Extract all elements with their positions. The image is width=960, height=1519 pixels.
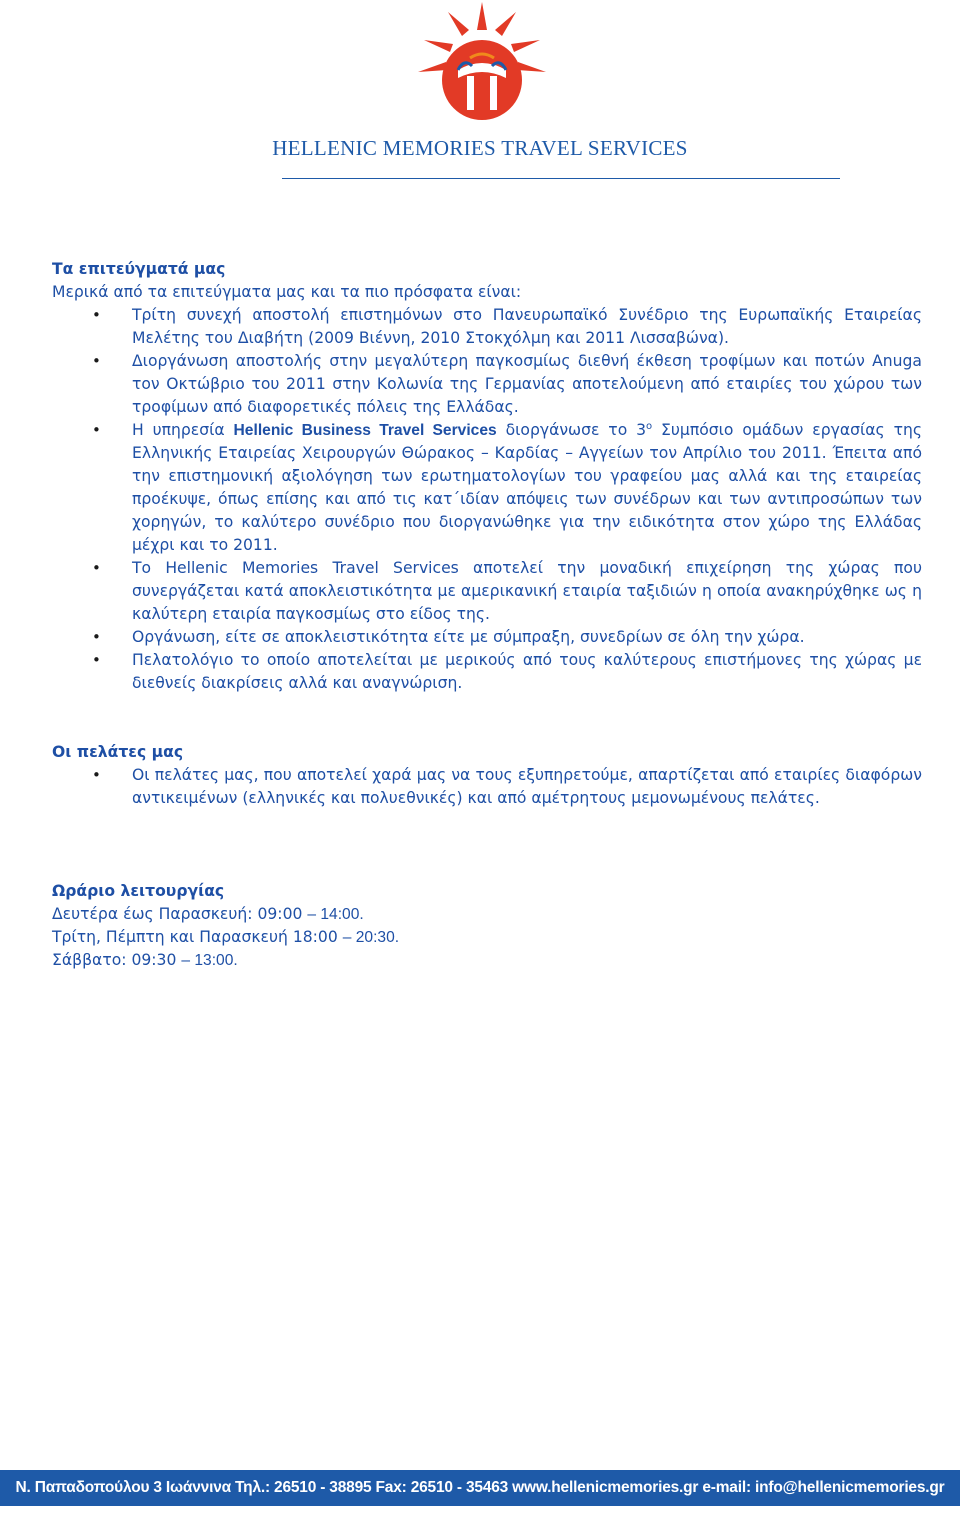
ordinal-suffix: ο xyxy=(646,420,653,432)
achievements-list xyxy=(52,304,922,695)
list-item: • Τρίτη συνεχή αποστολή επιστημόνων στο Πανευρωπαϊκό Συνέδριο της Ευρωπαϊκής Εταιρείας Μελέτης του Διαβήτη (2009 Βιέννη, 2010 Στοκχόλμη και 2011 Λισσαβώνα). xyxy=(52,304,922,350)
text-segment: – 14:00. xyxy=(307,906,364,923)
text-segment: Σάββατο: 09:30 xyxy=(52,951,182,969)
text-segment: Τρίτη, Πέμπτη και Παρασκευή 18:00 xyxy=(52,928,343,946)
company-name: HELLENIC MEMORIES TRAVEL SERVICES xyxy=(272,136,688,160)
text-segment: Συμπόσιο ομάδων εργασίας της Ελληνικής Εταιρείας Χειρουργών Θώρακος – Καρδίας – Αγγείων τον Απρίλιο του 2011. Έπειτα από την επιστημονική αξιολόγηση των ερωτηματολογίων του γραφείου μας αλλά και της εταιρείας προέκυψε, όπως επίσης και από τις κατ΄ιδίαν απόψεις των συνέδρων και των αντιπροσώπων των χορηγών, το καλύτερο συνέδριο που διοργανώθηκε για την ειδικότητα στον χώρο της Ελλάδας μέχρι και το 2011. xyxy=(132,421,922,554)
text-segment: Δευτέρα έως Παρασκευή: 09:00 xyxy=(52,905,308,923)
footer-contact-bar: Ν. Παπαδοπούλου 3 Ιωάννινα Τηλ.: 26510 - 38895 Fax: 26510 - 35463 www.hellenicmemories.gr e-mail: info@hellenicmemories.gr xyxy=(0,1470,960,1506)
achievements-intro: Μερικά από τα επιτεύγματα μας και τα πιο πρόσφατα είναι: xyxy=(52,283,522,301)
list-item: • Οι πελάτες μας, που αποτελεί χαρά μας να τους εξυπηρετούμε, απαρτίζεται από εταιρίες διαφόρων αντικειμένων (ελληνικές και πολυεθνικές) και από αμέτρητους μεμονωμένους πελάτες. xyxy=(52,764,922,810)
hours-line xyxy=(52,926,922,949)
list-item: • Οργάνωση, είτε σε αποκλειστικότητα είτε με σύμπραξη, συνεδρίων σε όλη την χώρα. xyxy=(52,626,922,649)
text-segment: Η υπηρεσία xyxy=(132,421,234,439)
list-item: • Διοργάνωση αποστολής στην μεγαλύτερη παγκοσμίως διεθνή έκθεση τροφίμων και ποτών Anuga τον Οκτώβριο του 2011 στην Κολωνία της Γερμανίας αποτελούμενη από εταιρίες του χώρου των τροφίμων από διαφορετικές πόλεις της Ελλάδας. xyxy=(52,350,922,419)
business-name: Hellenic Business Travel Services xyxy=(233,422,497,439)
text-segment: – 20:30. xyxy=(342,929,400,946)
main-content xyxy=(52,258,922,972)
hours-line xyxy=(52,949,922,972)
header-divider xyxy=(282,178,840,179)
company-logo xyxy=(412,0,552,122)
clients-title: Οι πελάτες μας xyxy=(52,743,184,761)
achievements-title: Τα επιτεύγματά μας xyxy=(52,260,226,278)
list-item xyxy=(52,419,922,557)
list-item: • Το Hellenic Memories Travel Services αποτελεί την μοναδική επιχείρηση της χώρας που συνεργάζεται κατά αποκλειστικότητα με αμερικανική εταιρία ταξιδιών η οποία ανακηρύχθηκε ως η καλύτερη εταιρία παγκοσμίως στο είδος της. xyxy=(52,557,922,626)
hours-title: Ωράριο λειτουργίας xyxy=(52,882,225,900)
hours-line xyxy=(52,903,922,926)
list-item: • Πελατολόγιο το οποίο αποτελείται με μερικούς από τους καλύτερους επιστήμονες της χώρας με διεθνείς διακρίσεις αλλά και αναγνώριση. xyxy=(52,649,922,695)
clients-list xyxy=(52,764,922,810)
text-segment: – 13:00. xyxy=(181,952,238,969)
text-segment: διοργάνωσε το 3 xyxy=(496,421,647,439)
